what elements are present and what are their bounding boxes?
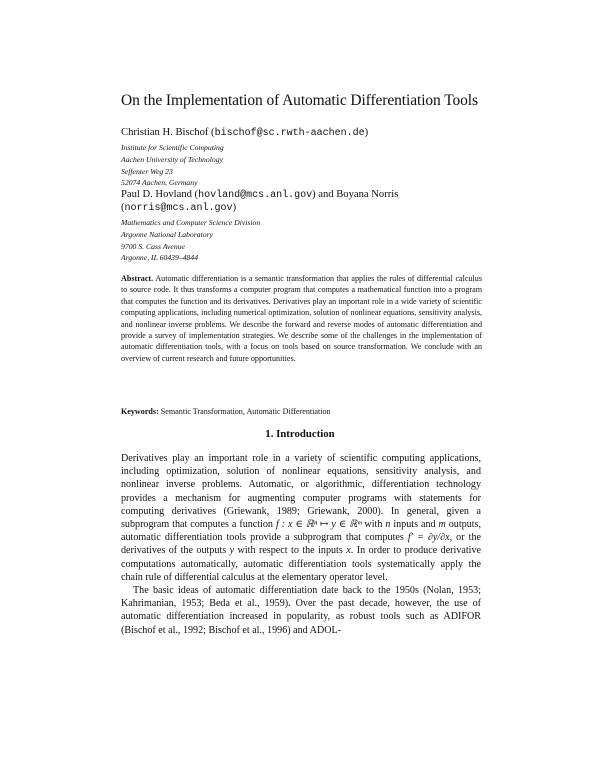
author-line bbox=[121, 127, 481, 140]
abstract bbox=[121, 273, 482, 364]
text-run: . In order to produce derivative computations automatically, automatic differentiation tools systematically apply the chain rule of differential calculus at the elementary operator level. bbox=[121, 545, 482, 583]
author-email[interactable]: bischof@sc.rwth-aachen.de bbox=[214, 128, 365, 139]
author-email[interactable]: hovland@mcs.anl.gov bbox=[198, 190, 313, 201]
text-run: outputs, automatic differentiation tools provide a subprogram that computes bbox=[121, 519, 481, 544]
text-run: with respect to the inputs bbox=[234, 545, 347, 557]
paper-title: On the Implementation of Automatic Differentiation Tools bbox=[121, 92, 478, 109]
keywords-text: Semantic Transformation, Automatic Differentiation bbox=[160, 407, 331, 416]
math-inline: f′ = ∂y/∂x bbox=[407, 532, 450, 544]
math-inline: y bbox=[229, 545, 235, 557]
paragraph: The basic ideas of automatic differentiation date back to the 1950s (Nolan, 1953; Kahrimanian, 1953; Beda et al., 1959). Over the past decade, however, the use of automatic differentiation increased in popularity, as robust tools such as ADIFOR (Bischof et al., 1992; Bischof et al., 1996) and ADOL- bbox=[121, 585, 481, 636]
affiliation-line: Institute for Scientific Computing bbox=[121, 143, 224, 152]
affiliation-line: Aachen University of Technology bbox=[121, 154, 223, 164]
author-line bbox=[121, 189, 481, 202]
author-paren: ( bbox=[121, 202, 125, 213]
author-paren: ) bbox=[364, 127, 369, 138]
author-email[interactable]: norris@mcs.anl.gov bbox=[124, 203, 233, 214]
math-inline: f : x ∈ ℝⁿ ↦ y ∈ ℝᵐ bbox=[275, 519, 362, 531]
affiliation-line: Seffenter Weg 23 bbox=[121, 166, 173, 176]
affiliation bbox=[121, 217, 481, 264]
author-block-1 bbox=[121, 127, 481, 189]
keywords-label: Keywords: bbox=[121, 407, 159, 416]
affiliation bbox=[121, 142, 481, 189]
math-inline: m bbox=[438, 519, 446, 531]
abstract-label: Abstract. bbox=[121, 274, 154, 283]
text-run: , or the derivatives of the outputs bbox=[121, 532, 481, 557]
keywords bbox=[121, 406, 482, 417]
text-run: with bbox=[361, 519, 386, 531]
affiliation-line: 52074 Aachen, Germany bbox=[121, 178, 198, 188]
body-text bbox=[121, 452, 481, 637]
affiliation-line: Argonne, IL 60439–4844 bbox=[121, 253, 199, 263]
author-block-2 bbox=[121, 189, 481, 264]
text-run: inputs and bbox=[390, 519, 439, 531]
text-run: Derivatives play an important role in a variety of scientific computing applications, including optimization, solution of nonlinear equations, sensitivity analysis, and nonlinear inverse problems. Automatic, or algorithmic, differentiation technology provides a mechanism for augmenting computer programs with statements for computing derivatives (Griewank, 1989; Griewank, 2000). In general, given a subprogram that computes a function bbox=[121, 453, 481, 531]
math-inline: n bbox=[385, 519, 391, 531]
section-heading: 1. Introduction bbox=[265, 428, 335, 440]
author-name: ) and Boyana Norris bbox=[312, 189, 399, 200]
author-line bbox=[121, 202, 481, 215]
author-name: Paul D. Hovland ( bbox=[121, 189, 199, 200]
affiliation-line: Argonne National Laboratory bbox=[121, 229, 213, 239]
author-name: Christian H. Bischof ( bbox=[121, 127, 215, 138]
affiliation-line: Mathematics and Computer Science Division bbox=[121, 218, 261, 227]
math-inline: x bbox=[346, 545, 351, 557]
author-paren: ) bbox=[232, 202, 237, 213]
abstract-text: Automatic differentiation is a semantic transformation that applies the rules of differential calculus to source code. It thus transforms a computer program that computes a mathematical function into a program that computes the function and its derivatives. Derivatives play an important role in a wide variety of scientific computing applications, including numerical optimization, solution of nonlinear equations, sensitivity analysis, and nonlinear inverse problems. We describe the forward and reverse modes of automatic differentiation and provide a survey of implementation strategies. We describe some of the challenges in the implementation of automatic differentiation tools, with a focus on tools based on source transformation. We conclude with an overview of current research and future opportunities. bbox=[121, 274, 482, 363]
affiliation-line: 9700 S. Cass Avenue bbox=[121, 241, 185, 251]
paragraph bbox=[121, 452, 481, 584]
